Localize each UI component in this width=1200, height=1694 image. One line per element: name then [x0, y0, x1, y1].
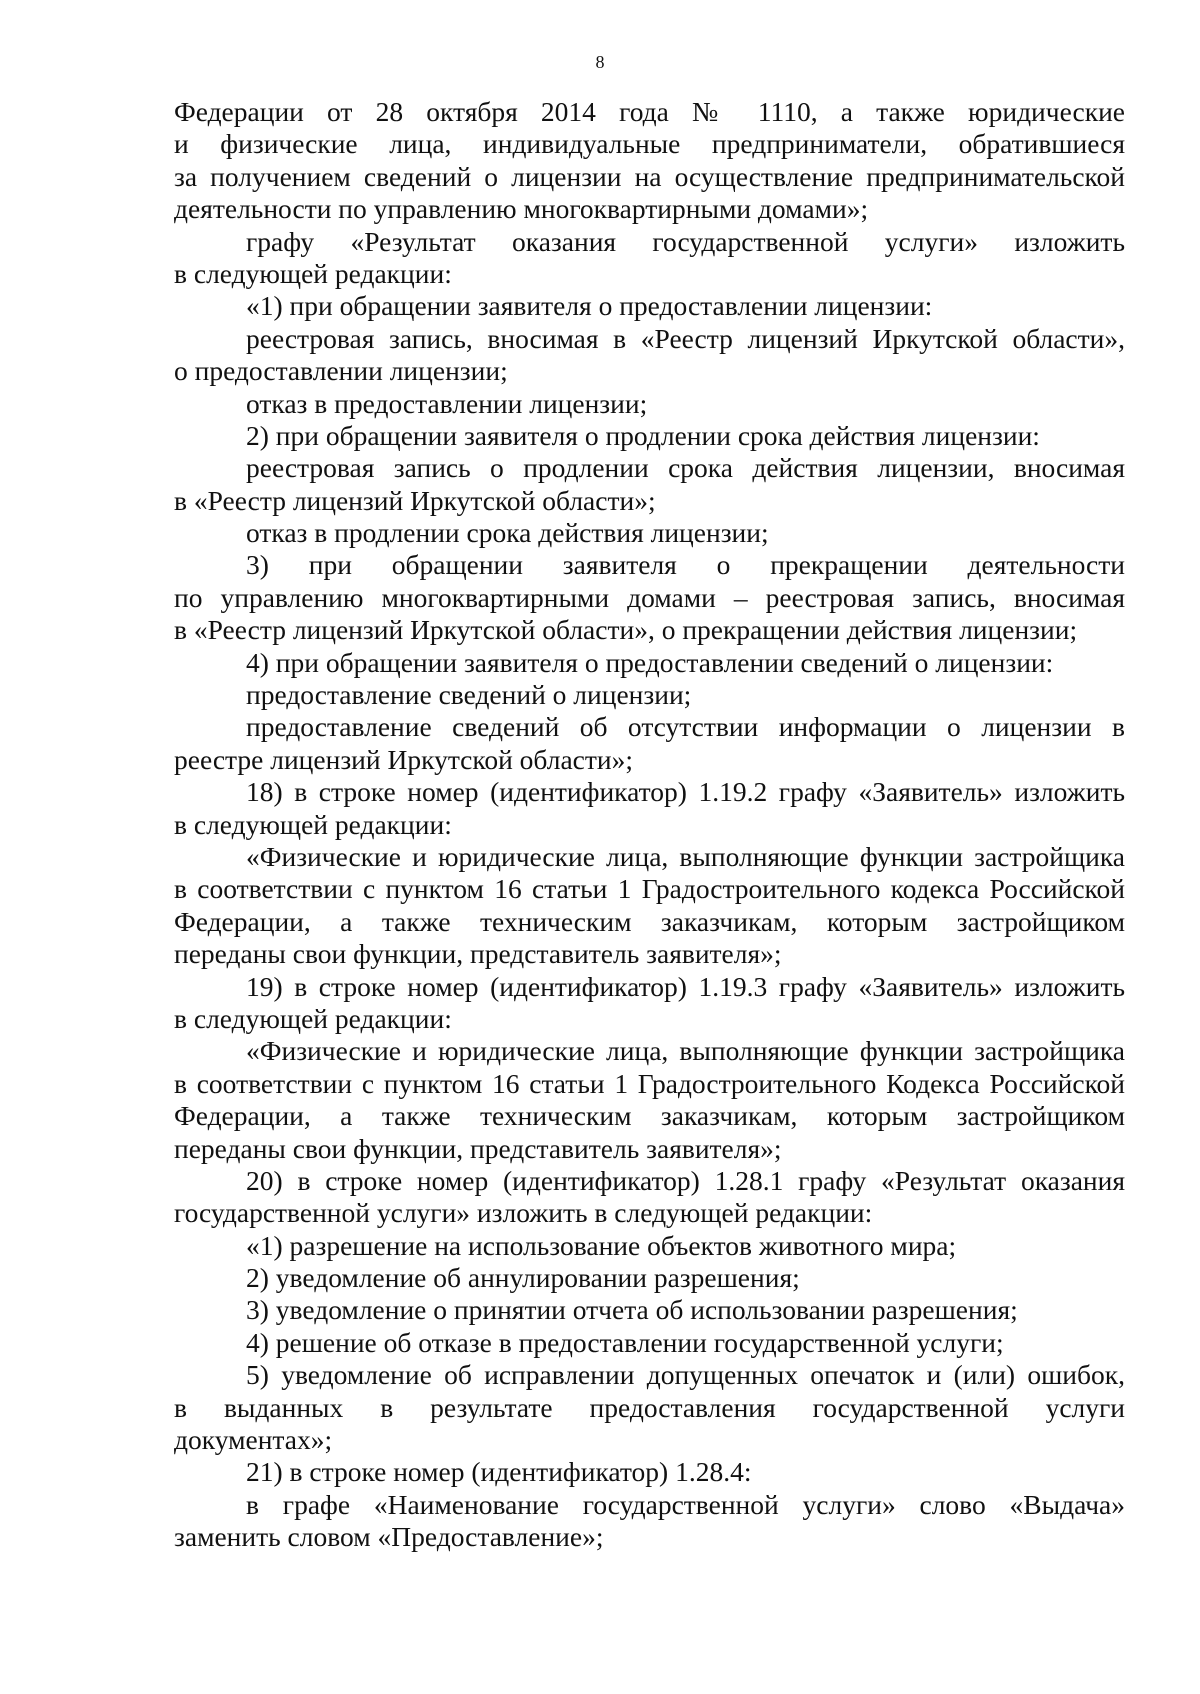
text-line: 3) уведомление о принятии отчета об использовании разрешения;	[246, 1294, 1018, 1326]
text-line: переданы свои функции, представитель заявителя»;	[174, 1132, 782, 1164]
document-body	[174, 96, 1125, 1554]
text-line: в «Реестр лицензий Иркутской области», о прекращении действия лицензии;	[174, 614, 1078, 646]
text-line: деятельности по управлению многоквартирными домами»;	[174, 193, 869, 225]
text-line: о предоставлении лицензии;	[174, 355, 508, 387]
text-line: в выданных в результате предоставления государственной услуги	[174, 1391, 1125, 1423]
text-line: переданы свои функции, представитель заявителя»;	[174, 938, 782, 970]
text-line: Федерации, а также техническим заказчикам, которым застройщиком	[174, 1100, 1125, 1132]
text-line: Федерации от 28 октября 2014 года № 1110, а также юридические	[174, 96, 1125, 127]
text-line: 5) уведомление об исправлении допущенных опечаток и (или) ошибок,	[246, 1359, 1125, 1391]
text-line: «Физические и юридические лица, выполняющие функции застройщика	[246, 1035, 1125, 1067]
text-line: 18) в строке номер (идентификатор) 1.19.2 графу «Заявитель» изложить	[246, 776, 1125, 808]
text-line: в следующей редакции:	[174, 1002, 452, 1034]
text-line: «1) разрешение на использование объектов животного мира;	[246, 1229, 957, 1261]
text-line: Федерации, а также техническим заказчикам, которым застройщиком	[174, 905, 1125, 937]
text-line: реестре лицензий Иркутской области»;	[174, 743, 634, 775]
text-line: в графе «Наименование государственной услуги» слово «Выдача»	[246, 1488, 1125, 1520]
text-line: документах»;	[174, 1424, 333, 1456]
text-line: отказ в продлении срока действия лицензии;	[246, 517, 769, 549]
text-line: государственной услуги» изложить в следующей редакции:	[174, 1197, 873, 1229]
text-line: графу «Результат оказания государственной услуги» изложить	[246, 225, 1125, 257]
text-line: 4) при обращении заявителя о предоставлении сведений о лицензии:	[246, 646, 1054, 678]
text-line: «1) при обращении заявителя о предоставлении лицензии:	[246, 290, 933, 322]
text-line: в «Реестр лицензий Иркутской области»;	[174, 484, 656, 516]
text-line: 2) при обращении заявителя о продлении срока действия лицензии:	[246, 419, 1040, 451]
text-line: в следующей редакции:	[174, 808, 452, 840]
text-line: предоставление сведений о лицензии;	[246, 679, 692, 711]
text-line: 2) уведомление об аннулировании разрешения;	[246, 1262, 800, 1294]
text-line: и физические лица, индивидуальные предприниматели, обратившиеся	[174, 128, 1125, 160]
text-line: 19) в строке номер (идентификатор) 1.19.3 графу «Заявитель» изложить	[246, 970, 1125, 1002]
page-number: 8	[595, 52, 605, 72]
text-line: «Физические и юридические лица, выполняющие функции застройщика	[246, 840, 1125, 872]
text-line: по управлению многоквартирными домами – реестровая запись, вносимая	[174, 581, 1125, 613]
text-line: реестровая запись о продлении срока действия лицензии, вносимая	[246, 452, 1125, 484]
text-line: 21) в строке номер (идентификатор) 1.28.4:	[246, 1456, 752, 1488]
text-line: 20) в строке номер (идентификатор) 1.28.1 графу «Результат оказания	[246, 1164, 1125, 1196]
text-line: заменить словом «Предоставление»;	[174, 1521, 604, 1553]
text-line: отказ в предоставлении лицензии;	[246, 387, 648, 419]
text-line: в следующей редакции:	[174, 257, 452, 289]
text-line: в соответствии с пунктом 16 статьи 1 Градостроительного кодекса Российской	[174, 873, 1125, 905]
text-line: 3) при обращении заявителя о прекращении деятельности	[246, 549, 1125, 581]
text-line: 4) решение об отказе в предоставлении государственной услуги;	[246, 1326, 1004, 1358]
text-line: в соответствии с пунктом 16 статьи 1 Градостроительного Кодекса Российской	[174, 1067, 1125, 1099]
text-line: за получением сведений о лицензии на осуществление предпринимательской	[174, 160, 1125, 192]
text-line: предоставление сведений об отсутствии информации о лицензии в	[246, 711, 1125, 743]
text-line: реестровая запись, вносимая в «Реестр лицензий Иркутской области»,	[246, 322, 1125, 354]
